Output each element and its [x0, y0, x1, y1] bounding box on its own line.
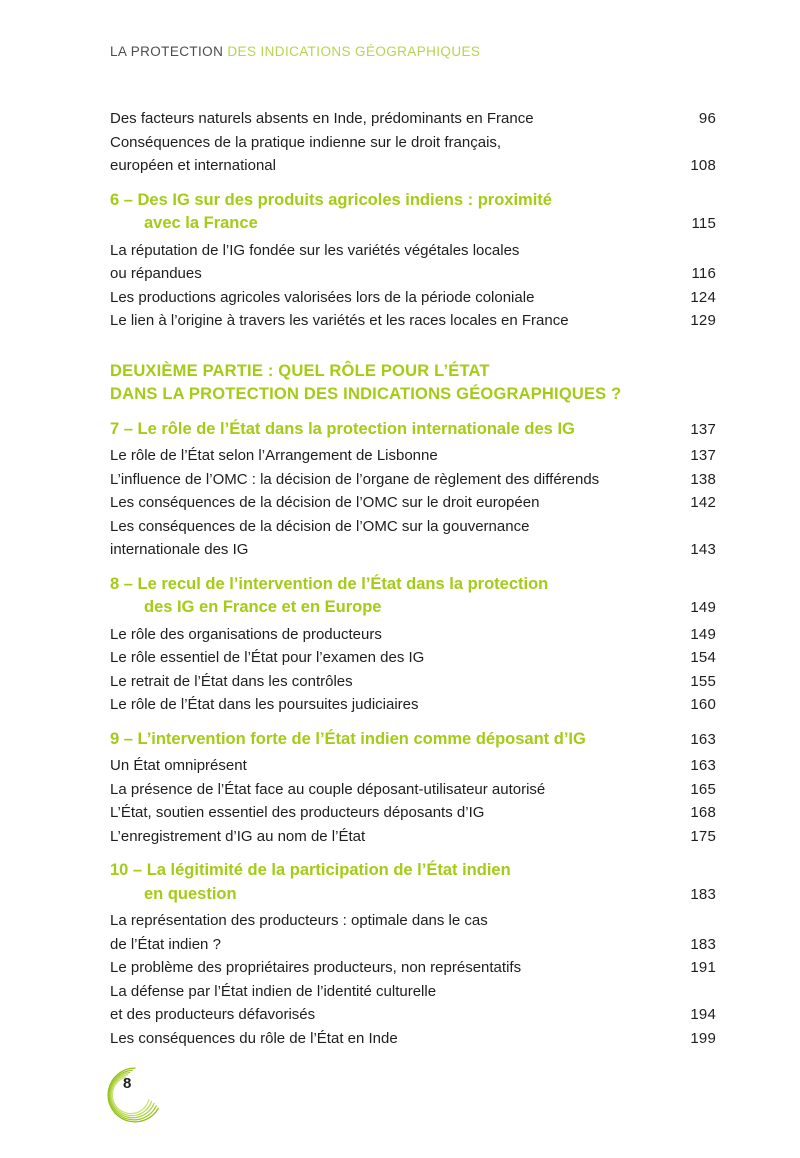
chapter-title-line: 9 – L’intervention forte de l’État indien comme déposant d’IG	[110, 729, 586, 748]
toc-entry-chapter	[110, 189, 716, 236]
page-number: 155	[690, 672, 716, 690]
page-number: 137	[690, 420, 716, 438]
page-number: 137	[690, 447, 716, 464]
chapter-title-line: 8 – Le recul de l’intervention de l’État dans la protection	[110, 574, 549, 593]
toc-line	[110, 309, 716, 333]
page-number: 163	[690, 730, 716, 748]
toc-entry-item	[110, 239, 716, 286]
toc-item-label: Les conséquences du rôle de l’État en Inde	[110, 1029, 398, 1047]
chapter-title-line: des IG en France et en Europe	[144, 598, 382, 616]
toc-entry-item	[110, 286, 716, 310]
toc-line	[110, 693, 716, 717]
page-number: 175	[690, 827, 716, 845]
toc-entry-item	[110, 801, 716, 825]
toc-item-label: L’influence de l’OMC : la décision de l’organe de règlement des différends	[110, 470, 600, 488]
toc-item-label: Le rôle de l’État selon l’Arrangement de Lisbonne	[110, 447, 438, 464]
page-number: 116	[691, 265, 716, 282]
toc-item-label: Les productions agricoles valorisées lors de la période coloniale	[110, 288, 535, 306]
toc-line	[110, 596, 716, 620]
toc-entry-chapter	[110, 859, 716, 906]
toc-line	[110, 778, 716, 802]
page-number: 149	[690, 599, 716, 616]
toc-line	[110, 538, 716, 562]
toc-line	[110, 154, 716, 178]
page-footer	[104, 1064, 174, 1126]
page-number: 160	[690, 696, 716, 713]
running-head-title-dark: LA PROTECTION	[110, 44, 224, 59]
running-head-title-green: DES INDICATIONS GÉOGRAPHIQUES	[227, 44, 481, 59]
toc-line	[110, 956, 716, 980]
toc-line	[110, 491, 716, 515]
toc-entry-chapter	[110, 573, 716, 620]
toc-item-label: Le rôle essentiel de l’État pour l’examen des IG	[110, 649, 425, 666]
toc-item-label: Le problème des propriétaires producteurs, non représentatifs	[110, 959, 522, 976]
toc-entry-item	[110, 754, 716, 778]
toc-item-label: Des facteurs naturels absents en Inde, prédominants en France	[110, 110, 534, 127]
toc-entry-item	[110, 670, 716, 694]
toc-line	[110, 801, 716, 825]
toc-item-label: La réputation de l’IG fondée sur les variétés végétales locales	[110, 241, 520, 259]
toc-entry-item	[110, 515, 716, 562]
toc-entry-part	[110, 360, 716, 407]
toc-line	[110, 1003, 716, 1027]
toc-entry-item	[110, 909, 716, 956]
chapter-title-line: 6 – Des IG sur des produits agricoles indiens : proximité	[110, 190, 552, 209]
toc-entry-item	[110, 693, 716, 717]
page-number: 168	[690, 804, 716, 821]
page-number: 142	[690, 494, 716, 511]
page-number: 143	[690, 541, 716, 558]
page-number: 129	[690, 312, 716, 329]
toc-line	[110, 212, 716, 236]
toc-line	[110, 468, 716, 492]
page-number: 194	[690, 1006, 716, 1023]
page-number: 154	[690, 649, 716, 666]
toc-entry-item	[110, 107, 716, 131]
toc-line	[110, 383, 716, 407]
page-number: 149	[690, 625, 716, 643]
page-number: 183	[690, 935, 716, 953]
toc-line	[110, 515, 716, 539]
toc-item-label: Les conséquences de la décision de l’OMC sur la gouvernance	[110, 517, 530, 535]
toc-item-label: L’enregistrement d’IG au nom de l’État	[110, 827, 366, 845]
toc-entry-item	[110, 444, 716, 468]
toc-line	[110, 825, 716, 849]
toc-item-label: Conséquences de la pratique indienne sur le droit français,	[110, 133, 502, 151]
part-title-line: DEUXIÈME PARTIE : QUEL RÔLE POUR L’ÉTAT	[110, 361, 490, 380]
page-number: 165	[690, 780, 716, 798]
toc-entry-item	[110, 468, 716, 492]
page-number: 199	[690, 1029, 716, 1047]
toc-item-label: Le retrait de l’État dans les contrôles	[110, 672, 353, 690]
toc-line	[110, 444, 716, 468]
toc-line	[110, 728, 716, 752]
toc-line	[110, 980, 716, 1004]
toc-entry-chapter	[110, 418, 716, 442]
page-number: 108	[690, 157, 716, 174]
part-title-line: DANS LA PROTECTION DES INDICATIONS GÉOGRAPHIQUES ?	[110, 385, 622, 403]
toc-line	[110, 670, 716, 694]
toc-line	[110, 573, 716, 597]
toc-item-label: Un État omniprésent	[110, 757, 247, 774]
toc-line	[110, 1027, 716, 1051]
toc-item-label: La présence de l’État face au couple déposant-utilisateur autorisé	[110, 780, 546, 798]
toc-entry-item	[110, 646, 716, 670]
table-of-contents	[110, 107, 716, 1050]
toc-entry-chapter	[110, 728, 716, 752]
toc-item-label: Le lien à l’origine à travers les variétés et les races locales en France	[110, 312, 569, 329]
toc-line	[110, 754, 716, 778]
page-number: 115	[691, 215, 716, 232]
page-number: 183	[690, 885, 716, 903]
toc-entry-item	[110, 825, 716, 849]
toc-item-label: Le rôle de l’État dans les poursuites judiciaires	[110, 696, 419, 713]
toc-item-label: Les conséquences de la décision de l’OMC sur le droit européen	[110, 494, 540, 511]
toc-item-label: internationale des IG	[110, 541, 249, 558]
page-number: 124	[690, 288, 716, 306]
toc-entry-item	[110, 623, 716, 647]
arc-swirl-logo	[104, 1064, 166, 1126]
toc-line	[110, 107, 716, 131]
toc-line	[110, 646, 716, 670]
toc-entry-item	[110, 778, 716, 802]
toc-line	[110, 933, 716, 957]
toc-entry-item	[110, 980, 716, 1027]
toc-item-label: L’État, soutien essentiel des producteurs déposants d’IG	[110, 804, 485, 821]
toc-entry-item	[110, 1027, 716, 1051]
toc-item-label: européen et international	[110, 157, 276, 174]
toc-item-label: La défense par l’État indien de l’identité culturelle	[110, 982, 437, 1000]
running-head	[0, 0, 800, 59]
toc-line	[110, 286, 716, 310]
toc-line	[110, 623, 716, 647]
toc-line	[110, 262, 716, 286]
toc-line	[110, 189, 716, 213]
page-number: 191	[690, 959, 716, 976]
page-number: 138	[690, 470, 716, 488]
toc-line	[110, 239, 716, 263]
toc-item-label: ou répandues	[110, 265, 202, 282]
chapter-title-line: 10 – La légitimité de la participation de l’État indien	[110, 861, 511, 879]
page-number: 163	[690, 757, 716, 774]
toc-entry-item	[110, 491, 716, 515]
toc-entry-item	[110, 131, 716, 178]
toc-item-label: La représentation des producteurs : optimale dans le cas	[110, 912, 488, 929]
toc-line	[110, 131, 716, 155]
folio-page-number: 8	[123, 1075, 132, 1092]
toc-line	[110, 883, 716, 907]
toc-item-label: de l’État indien ?	[110, 935, 221, 953]
chapter-title-line: en question	[144, 884, 237, 903]
toc-line	[110, 360, 716, 384]
page-number: 96	[698, 110, 716, 127]
toc-item-label: Le rôle des organisations de producteurs	[110, 625, 382, 643]
toc-line	[110, 859, 716, 883]
chapter-title-line: avec la France	[144, 214, 258, 232]
toc-line	[110, 418, 716, 442]
toc-entry-item	[110, 309, 716, 333]
chapter-title-line: 7 – Le rôle de l’État dans la protection internationale des IG	[110, 419, 575, 438]
toc-item-label: et des producteurs défavorisés	[110, 1006, 316, 1023]
toc-line	[110, 909, 716, 933]
toc-entry-item	[110, 956, 716, 980]
